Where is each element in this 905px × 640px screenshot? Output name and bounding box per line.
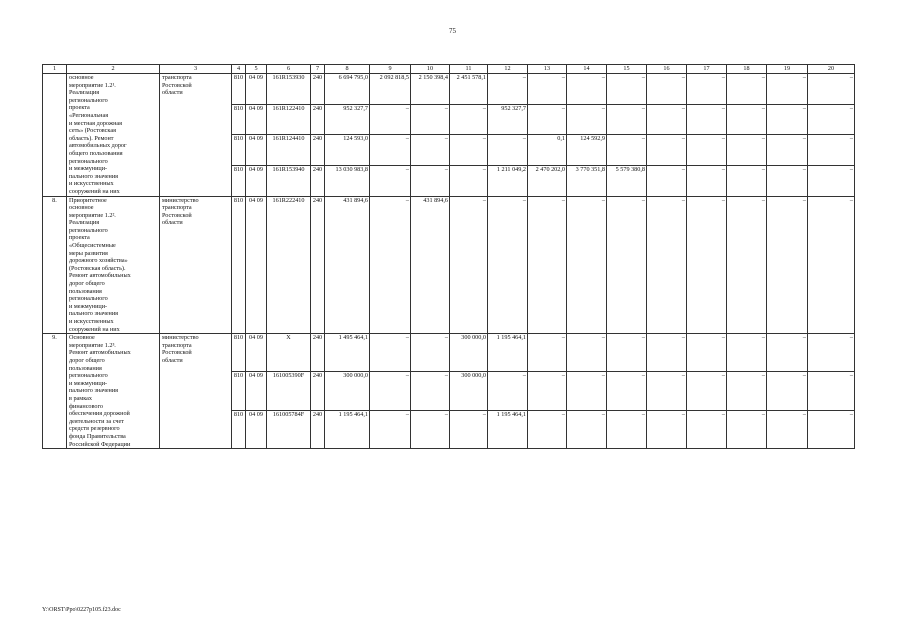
text-line: Реализация bbox=[69, 219, 100, 227]
column-header: 13 bbox=[528, 65, 567, 74]
text-line: и искусственных bbox=[69, 318, 114, 325]
text-line: области bbox=[162, 219, 183, 227]
table-cell: – bbox=[450, 135, 488, 166]
table-cell: – bbox=[450, 410, 488, 448]
column-header: 1 bbox=[43, 65, 67, 74]
text-line: области bbox=[162, 89, 183, 97]
header-row bbox=[43, 65, 855, 74]
table-cell: – bbox=[687, 410, 727, 448]
column-header: 12 bbox=[488, 65, 528, 74]
table-cell: – bbox=[808, 135, 855, 166]
text-line: «Региональная bbox=[69, 111, 109, 119]
text-line: фонда Правительства bbox=[69, 432, 126, 440]
table-cell: 124 592,9 bbox=[567, 135, 607, 166]
text-line: пользования bbox=[69, 287, 102, 295]
table-cell: 300 000,0 bbox=[325, 372, 370, 410]
table-cell: – bbox=[528, 196, 567, 334]
row-number: 9. bbox=[43, 334, 67, 449]
table-cell: – bbox=[567, 410, 607, 448]
table-cell: – bbox=[687, 334, 727, 372]
executor-name bbox=[160, 74, 232, 197]
table-cell: – bbox=[370, 196, 411, 334]
table-cell: 240 bbox=[311, 135, 325, 166]
table-cell: – bbox=[567, 372, 607, 410]
table-cell: 161R122410 bbox=[267, 104, 311, 135]
column-header: 11 bbox=[450, 65, 488, 74]
table-cell: – bbox=[567, 74, 607, 105]
row-number bbox=[43, 74, 67, 197]
table-cell: – bbox=[647, 165, 687, 196]
table-cell: 1 211 049,2 bbox=[488, 165, 528, 196]
table-cell: – bbox=[647, 74, 687, 105]
text-line: транспорта bbox=[162, 204, 192, 212]
text-line: основное bbox=[69, 74, 94, 81]
table-cell: 431 894,6 bbox=[411, 196, 450, 334]
column-header: 15 bbox=[607, 65, 647, 74]
table-cell: 810 bbox=[232, 334, 246, 372]
table-cell: – bbox=[528, 372, 567, 410]
table-cell: – bbox=[450, 104, 488, 135]
table-cell: – bbox=[727, 74, 767, 105]
text-line: транспорта bbox=[162, 341, 192, 349]
table-cell: – bbox=[647, 410, 687, 448]
table-cell: – bbox=[488, 372, 528, 410]
table-cell: 161R153940 bbox=[267, 165, 311, 196]
table-cell: 810 bbox=[232, 135, 246, 166]
text-line: Ремонт автомобильных bbox=[69, 272, 131, 280]
text-line: Ростовской bbox=[162, 211, 192, 219]
table-cell: 240 bbox=[311, 196, 325, 334]
table-cell: 124 593,0 bbox=[325, 135, 370, 166]
table-cell: 240 bbox=[311, 104, 325, 135]
table-cell: – bbox=[488, 196, 528, 334]
table-cell: 240 bbox=[311, 165, 325, 196]
text-line: и межмуници- bbox=[69, 379, 108, 387]
table-cell: 2 092 818,5 bbox=[370, 74, 411, 105]
table-cell: – bbox=[687, 74, 727, 105]
column-header: 14 bbox=[567, 65, 607, 74]
table-cell: – bbox=[528, 104, 567, 135]
column-header: 5 bbox=[246, 65, 267, 74]
page-number: 75 bbox=[449, 27, 456, 35]
table-cell: 2 470 202,0 bbox=[528, 165, 567, 196]
table-cell: – bbox=[411, 165, 450, 196]
text-line: дорожного хозяйства» bbox=[69, 257, 128, 265]
table-cell: 04 09 bbox=[246, 334, 267, 372]
table-cell: 04 09 bbox=[246, 74, 267, 105]
table-cell: – bbox=[370, 334, 411, 372]
text-line: министерство bbox=[162, 334, 199, 342]
table-cell: – bbox=[528, 334, 567, 372]
text-line: Российской Федерации bbox=[69, 440, 131, 448]
column-header: 17 bbox=[687, 65, 727, 74]
column-header: 7 bbox=[311, 65, 325, 74]
activity-name bbox=[67, 196, 160, 334]
text-line: Ростовской bbox=[162, 81, 192, 89]
table-cell: – bbox=[767, 165, 808, 196]
column-header: 9 bbox=[370, 65, 411, 74]
table-cell: 300 000,0 bbox=[450, 372, 488, 410]
table-cell: – bbox=[687, 372, 727, 410]
text-line: финансового bbox=[69, 402, 103, 410]
table-cell: 810 bbox=[232, 104, 246, 135]
table-cell: – bbox=[767, 104, 808, 135]
text-line: проекта bbox=[69, 104, 90, 112]
table-cell: – bbox=[767, 334, 808, 372]
text-line: и межмуници- bbox=[69, 165, 108, 173]
table-cell: – bbox=[727, 334, 767, 372]
table-cell: 1 195 464,1 bbox=[325, 410, 370, 448]
table-cell: Х bbox=[267, 334, 311, 372]
table-cell: – bbox=[727, 410, 767, 448]
table-cell: 13 030 983,8 bbox=[325, 165, 370, 196]
column-header: 10 bbox=[411, 65, 450, 74]
table-cell: – bbox=[411, 372, 450, 410]
table-cell: 161005390F bbox=[267, 372, 311, 410]
column-header: 6 bbox=[267, 65, 311, 74]
table-cell: – bbox=[528, 74, 567, 105]
text-line: общего пользования bbox=[69, 149, 123, 157]
table-cell: – bbox=[808, 74, 855, 105]
text-line: регионального bbox=[69, 96, 108, 104]
column-header: 2 bbox=[67, 65, 160, 74]
table-cell: – bbox=[727, 372, 767, 410]
table-cell: 161R222410 bbox=[267, 196, 311, 334]
table-cell: – bbox=[808, 410, 855, 448]
executor-name bbox=[160, 196, 232, 334]
table-cell: 3 770 351,8 bbox=[567, 165, 607, 196]
text-line: регионального bbox=[69, 295, 108, 303]
table-cell: 810 bbox=[232, 74, 246, 105]
table-cell: – bbox=[567, 334, 607, 372]
column-header: 3 bbox=[160, 65, 232, 74]
table-cell: – bbox=[687, 196, 727, 334]
table-cell: – bbox=[411, 104, 450, 135]
text-line: проекта bbox=[69, 234, 90, 242]
text-line: сооружений на них bbox=[69, 187, 120, 195]
text-line: (Ростовская область). bbox=[69, 264, 126, 272]
table-cell: – bbox=[607, 74, 647, 105]
table-cell: – bbox=[607, 410, 647, 448]
table-cell: 2 150 398,4 bbox=[411, 74, 450, 105]
table-cell: – bbox=[727, 135, 767, 166]
table-cell: – bbox=[607, 135, 647, 166]
table-cell: – bbox=[528, 410, 567, 448]
table-cell: 240 bbox=[311, 334, 325, 372]
table-cell: 161R124410 bbox=[267, 135, 311, 166]
table-cell: 04 09 bbox=[246, 196, 267, 334]
budget-table bbox=[42, 64, 855, 449]
text-line: область). Ремонт bbox=[69, 134, 114, 142]
table-cell: – bbox=[727, 196, 767, 334]
text-line: и межмуници- bbox=[69, 302, 108, 310]
table-cell: – bbox=[808, 104, 855, 135]
table-cell: – bbox=[687, 104, 727, 135]
column-header: 19 bbox=[767, 65, 808, 74]
table-cell: – bbox=[567, 104, 607, 135]
table-cell: 1 195 464,1 bbox=[488, 334, 528, 372]
table-cell: 04 09 bbox=[246, 135, 267, 166]
table-cell: – bbox=[411, 410, 450, 448]
text-line: Основное bbox=[69, 334, 95, 342]
text-line: и местная дорожная bbox=[69, 119, 123, 127]
table-cell: – bbox=[647, 372, 687, 410]
table-cell: – bbox=[687, 165, 727, 196]
text-line: меры развития bbox=[69, 249, 108, 257]
text-line: регионального bbox=[69, 157, 108, 165]
text-line: средств резервного bbox=[69, 425, 120, 433]
text-line: мероприятие 1.2³. bbox=[69, 341, 116, 349]
table-row bbox=[43, 74, 855, 105]
table-cell: – bbox=[647, 334, 687, 372]
column-header: 18 bbox=[727, 65, 767, 74]
table-cell: – bbox=[767, 372, 808, 410]
table-cell: – bbox=[647, 104, 687, 135]
table-cell: – bbox=[767, 74, 808, 105]
text-line: Реализация bbox=[69, 89, 100, 97]
row-number: 8. bbox=[43, 196, 67, 334]
table-cell: – bbox=[607, 196, 647, 334]
table-cell: – bbox=[687, 135, 727, 166]
table-cell: – bbox=[808, 196, 855, 334]
table-cell: – bbox=[488, 135, 528, 166]
table-cell: – bbox=[607, 372, 647, 410]
table-cell: – bbox=[450, 165, 488, 196]
text-line: области bbox=[162, 356, 183, 364]
table-cell: 2 451 578,1 bbox=[450, 74, 488, 105]
table-cell: 240 bbox=[311, 74, 325, 105]
text-line: министерство bbox=[162, 196, 199, 204]
table-cell: – bbox=[411, 334, 450, 372]
text-line: мероприятие 1.2¹. bbox=[69, 81, 116, 89]
table-cell: 04 09 bbox=[246, 410, 267, 448]
text-line: дорог общего bbox=[69, 356, 105, 364]
table-cell: – bbox=[370, 410, 411, 448]
table-cell: 810 bbox=[232, 165, 246, 196]
table-cell: 240 bbox=[311, 372, 325, 410]
text-line: мероприятие 1.2². bbox=[69, 211, 116, 219]
table-cell: 04 09 bbox=[246, 165, 267, 196]
text-line: обеспечения дорожной bbox=[69, 410, 130, 418]
table-cell: 810 bbox=[232, 372, 246, 410]
table-cell: 04 09 bbox=[246, 372, 267, 410]
table-cell: 952 327,7 bbox=[488, 104, 528, 135]
table-cell: 04 09 bbox=[246, 104, 267, 135]
table-cell: – bbox=[767, 135, 808, 166]
table-cell: – bbox=[808, 165, 855, 196]
table-cell: 161005784F bbox=[267, 410, 311, 448]
text-line: Ремонт автомобильных bbox=[69, 349, 131, 357]
table-cell: 952 327,7 bbox=[325, 104, 370, 135]
table-cell: – bbox=[607, 104, 647, 135]
column-header: 8 bbox=[325, 65, 370, 74]
table-cell: – bbox=[488, 74, 528, 105]
table-cell: – bbox=[567, 196, 607, 334]
table-cell: – bbox=[808, 372, 855, 410]
table-cell: – bbox=[370, 104, 411, 135]
table-cell: – bbox=[647, 196, 687, 334]
table-cell: 5 579 380,8 bbox=[607, 165, 647, 196]
activity-name bbox=[67, 74, 160, 197]
table-cell: – bbox=[411, 135, 450, 166]
text-line: автомобильных дорог bbox=[69, 142, 127, 150]
text-line: и искусственных bbox=[69, 180, 114, 188]
text-line: пального значения bbox=[69, 172, 119, 180]
table-cell: 810 bbox=[232, 410, 246, 448]
table-cell: – bbox=[370, 165, 411, 196]
table-cell: – bbox=[370, 372, 411, 410]
text-line: транспорта bbox=[162, 74, 192, 81]
text-line: в рамках bbox=[69, 394, 92, 402]
text-line: основное bbox=[69, 204, 94, 212]
table-cell: 300 000,0 bbox=[450, 334, 488, 372]
table-cell: 1 495 464,1 bbox=[325, 334, 370, 372]
text-line: регионального bbox=[69, 226, 108, 234]
table-cell: 240 bbox=[311, 410, 325, 448]
text-line: регионального bbox=[69, 372, 108, 380]
footer-file-path: Y:\ORST\Ppo\0227p105.f23.doc bbox=[42, 607, 121, 613]
column-header: 4 bbox=[232, 65, 246, 74]
table-cell: – bbox=[607, 334, 647, 372]
table-cell: – bbox=[727, 165, 767, 196]
table-cell: – bbox=[370, 135, 411, 166]
table-row bbox=[43, 334, 855, 372]
column-header: 16 bbox=[647, 65, 687, 74]
table-cell: 810 bbox=[232, 196, 246, 334]
table-cell: 0,1 bbox=[528, 135, 567, 166]
text-line: пользования bbox=[69, 364, 102, 372]
table-cell: – bbox=[647, 135, 687, 166]
table-cell: – bbox=[450, 196, 488, 334]
text-line: пального значения bbox=[69, 310, 119, 318]
text-line: Ростовской bbox=[162, 349, 192, 357]
table-cell: – bbox=[767, 410, 808, 448]
text-line: дорог общего bbox=[69, 280, 105, 288]
table-cell: – bbox=[767, 196, 808, 334]
text-line: деятельности за счет bbox=[69, 417, 124, 425]
table-cell: 1 195 464,1 bbox=[488, 410, 528, 448]
text-line: Приоритетное bbox=[69, 196, 107, 204]
table-cell: 161R153930 bbox=[267, 74, 311, 105]
table-cell: 6 694 795,0 bbox=[325, 74, 370, 105]
column-header: 20 bbox=[808, 65, 855, 74]
table-row bbox=[43, 196, 855, 334]
activity-name bbox=[67, 334, 160, 449]
table-cell: 431 894,6 bbox=[325, 196, 370, 334]
table-cell: – bbox=[808, 334, 855, 372]
text-line: сеть» (Ростовская bbox=[69, 127, 116, 135]
table-cell: – bbox=[727, 104, 767, 135]
executor-name bbox=[160, 334, 232, 449]
text-line: пального значения bbox=[69, 387, 119, 395]
text-line: «Общесистемные bbox=[69, 242, 116, 250]
text-line: сооружений на них bbox=[69, 325, 120, 333]
